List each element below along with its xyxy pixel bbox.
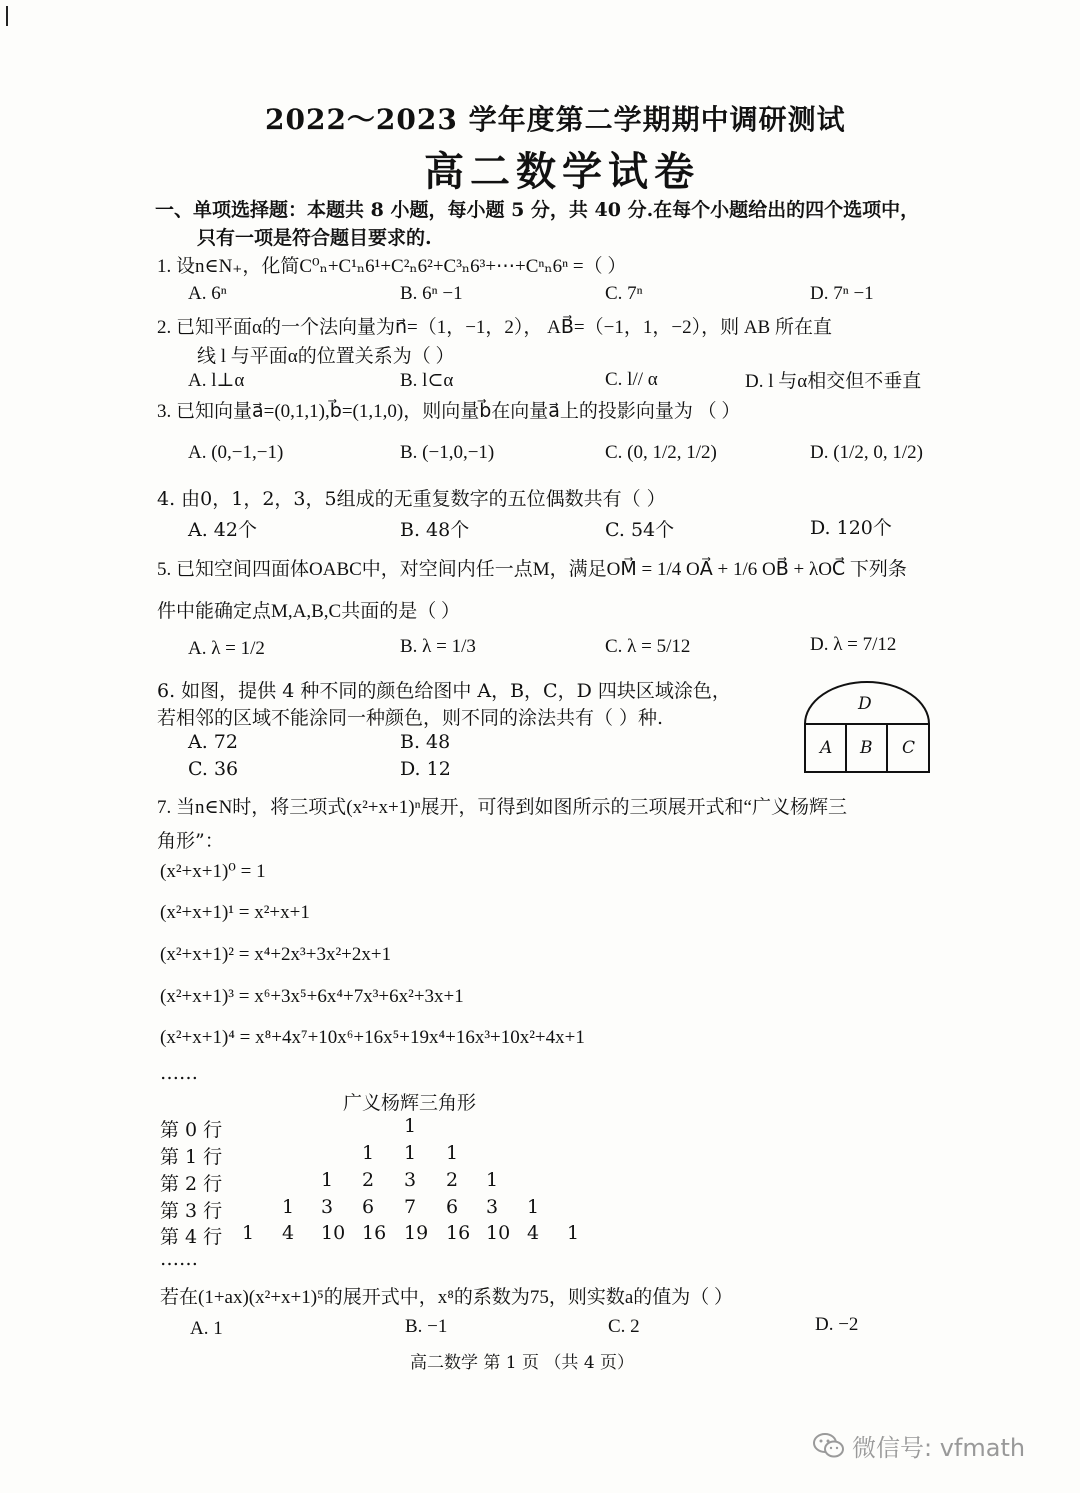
q4-option-d: D. 120个	[810, 517, 892, 539]
triangle-row-label: 第 0 行	[160, 1119, 223, 1141]
triangle-cell: 10	[486, 1222, 511, 1244]
expansion-4: (x²+x+1)⁴ = x⁸+4x⁷+10x⁶+16x⁵+19x⁴+16x³+10x²+4x+1	[160, 1027, 585, 1048]
expansion-2: (x²+x+1)² = x⁴+2x³+3x²+2x+1	[160, 944, 392, 965]
triangle-title: 广义杨辉三角形	[343, 1092, 477, 1114]
triangle-cell: 4	[527, 1222, 540, 1244]
question-7-stem: 7. 当n∈N时，将三项式(x²+x+1)ⁿ展开，可得到如图所示的三项展开式和“广义杨辉三	[157, 797, 847, 818]
section-1-heading-cont: 只有一项是符合题目要求的.	[197, 227, 432, 249]
page-footer: 高二数学 第 1 页 （共 4 页）	[410, 1353, 635, 1373]
q1-option-b: B. 6ⁿ −1	[400, 283, 463, 304]
triangle-cell: 16	[362, 1222, 387, 1244]
triangle-cell: 6	[362, 1196, 375, 1218]
triangle-cell: 6	[446, 1196, 459, 1218]
q1-option-a: A. 6ⁿ	[188, 283, 227, 304]
region-a-label: A	[820, 738, 833, 758]
triangle-cell: 3	[404, 1169, 417, 1191]
region-b-label: B	[860, 738, 873, 758]
q4-option-c: C. 54个	[605, 519, 675, 541]
q2-option-a: A. l⊥α	[188, 370, 245, 391]
q2-option-d: D. l 与α相交但不垂直	[745, 371, 922, 392]
question-5-stem-cont: 件中能确定点M,A,B,C共面的是（ ）	[157, 601, 460, 622]
question-7-stem-cont: 角形”：	[157, 830, 224, 852]
q6-option-b: B. 48	[400, 731, 451, 753]
triangle-row-label: 第 3 行	[160, 1200, 223, 1222]
triangle-cell: 1	[242, 1222, 255, 1244]
expansion-3: (x²+x+1)³ = x⁶+3x⁵+6x⁴+7x³+6x²+3x+1	[160, 986, 464, 1007]
question-7-final: 若在(1+ax)(x²+x+1)⁵的展开式中，x⁸的系数为75，则实数a的值为（ ）	[160, 1287, 734, 1308]
q6-option-d: D. 12	[400, 758, 451, 780]
q5-option-c: C. λ = 5/12	[605, 636, 691, 657]
region-coloring-figure	[803, 680, 931, 776]
expansion-1: (x²+x+1)¹ = x²+x+1	[160, 902, 310, 923]
question-5-stem: 5. 已知空间四面体OABC中，对空间内任一点M，满足OM⃗ = 1/4 OA⃗ + 1/6 OB⃗ + λOC⃗ 下列条	[157, 559, 907, 580]
region-d-label: D	[858, 694, 872, 714]
q7-option-c: C. 2	[608, 1316, 640, 1337]
triangle-cell: 2	[362, 1169, 375, 1191]
q7-option-b: B. −1	[405, 1316, 448, 1337]
q3-option-c: C. (0, 1/2, 1/2)	[605, 442, 717, 463]
question-6-stem: 6. 如图，提供 4 种不同的颜色给图中 A，B，C，D 四块区域涂色，	[157, 680, 731, 702]
triangle-cell: 1	[404, 1115, 417, 1137]
expansion-ellipsis: ……	[160, 1062, 198, 1084]
triangle-row-label: 第 2 行	[160, 1173, 223, 1195]
wechat-icon	[812, 1431, 846, 1461]
wechat-watermark	[812, 1428, 1025, 1463]
q2-option-b: B. l⊂α	[400, 370, 454, 391]
q6-option-a: A. 72	[188, 731, 238, 753]
triangle-cell: 19	[404, 1222, 429, 1244]
triangle-cell: 4	[282, 1222, 295, 1244]
exam-header-title: 2022～2023 学年度第二学期期中调研测试	[265, 103, 846, 136]
question-2-stem-cont: 线 l 与平面α的位置关系为（ ）	[197, 346, 455, 367]
q7-option-a: A. 1	[190, 1318, 223, 1339]
expansion-0: (x²+x+1)⁰ = 1	[160, 861, 266, 882]
q2-option-c: C. l// α	[605, 369, 658, 390]
q7-option-d: D. −2	[815, 1314, 859, 1335]
triangle-cell: 7	[404, 1196, 417, 1218]
q3-option-a: A. (0,−1,−1)	[188, 442, 284, 463]
q6-option-c: C. 36	[188, 758, 239, 780]
watermark-text: 微信号: vfmath	[852, 1434, 1026, 1462]
triangle-row-label: 第 1 行	[160, 1146, 223, 1168]
triangle-cell: 1	[567, 1222, 580, 1244]
q1-option-d: D. 7ⁿ −1	[810, 283, 874, 304]
region-c-label: C	[902, 738, 916, 758]
triangle-cell: 3	[321, 1196, 334, 1218]
q4-option-b: B. 48个	[400, 519, 470, 541]
q3-option-b: B. (−1,0,−1)	[400, 442, 495, 463]
triangle-cell: 1	[321, 1169, 334, 1191]
q3-option-d: D. (1/2, 0, 1/2)	[810, 442, 923, 463]
question-1-stem: 1. 设n∈N₊，化简C⁰ₙ+C¹ₙ6¹+C²ₙ6²+C³ₙ6³+⋯+Cⁿₙ6ⁿ =（ ）	[157, 256, 627, 277]
scan-mark	[6, 6, 8, 26]
triangle-cell: 1	[404, 1142, 417, 1164]
question-4-stem: 4. 由0，1，2，3，5组成的无重复数字的五位偶数共有（ ）	[157, 488, 666, 510]
q5-option-b: B. λ = 1/3	[400, 636, 476, 657]
question-3-stem: 3. 已知向量a⃗=(0,1,1),b⃗=(1,1,0)，则向量b⃗在向量a⃗上的投影向量为 （ ）	[157, 401, 741, 422]
triangle-ellipsis: ……	[160, 1248, 198, 1270]
triangle-cell: 10	[321, 1222, 346, 1244]
triangle-row-label: 第 4 行	[160, 1226, 223, 1248]
q1-option-c: C. 7ⁿ	[605, 283, 643, 304]
triangle-cell: 1	[362, 1142, 375, 1164]
triangle-cell: 1	[527, 1196, 540, 1218]
question-2-stem: 2. 已知平面α的一个法向量为n⃗=（1，−1，2）， AB⃗=（−1，1，−2），则 AB 所在直	[157, 317, 832, 338]
q5-option-d: D. λ = 7/12	[810, 634, 897, 655]
triangle-cell: 1	[282, 1196, 295, 1218]
section-1-heading: 一、单项选择题：本题共 8 小题，每小题 5 分，共 40 分.在每个小题给出的四个选项中，	[155, 199, 920, 221]
triangle-cell: 1	[446, 1142, 459, 1164]
triangle-cell: 3	[486, 1196, 499, 1218]
triangle-cell: 16	[446, 1222, 471, 1244]
question-6-stem-cont: 若相邻的区域不能涂同一种颜色，则不同的涂法共有（ ）种.	[157, 707, 664, 729]
q5-option-a: A. λ = 1/2	[188, 638, 265, 659]
q4-option-a: A. 42个	[188, 519, 257, 541]
triangle-cell: 1	[486, 1169, 499, 1191]
triangle-cell: 2	[446, 1169, 459, 1191]
exam-subject-title: 高二数学试卷	[424, 148, 700, 195]
